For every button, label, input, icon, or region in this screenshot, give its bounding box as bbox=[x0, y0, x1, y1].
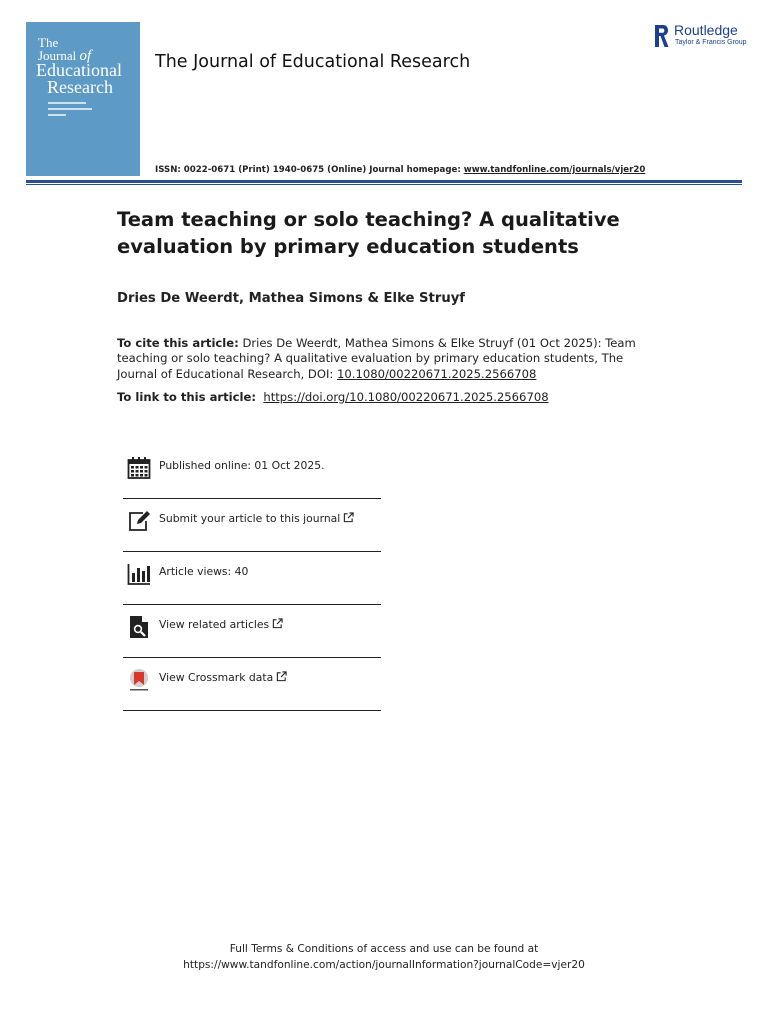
footer bbox=[0, 942, 768, 973]
submit-article-row[interactable] bbox=[123, 499, 381, 552]
cover-decoration bbox=[48, 102, 86, 104]
cover-line-4: Research bbox=[47, 77, 113, 97]
journal-title: The Journal of Educational Research bbox=[155, 52, 471, 72]
journal-homepage-link[interactable]: www.tandfonline.com/journals/vjer20 bbox=[463, 165, 646, 175]
published-online-row bbox=[123, 446, 381, 499]
cover-decoration bbox=[48, 108, 92, 110]
routledge-logo-icon bbox=[653, 23, 670, 49]
publisher-name: Routledge bbox=[674, 22, 738, 38]
citation-text: Dries De Weerdt, Mathea Simons & Elke Struyf (01 Oct 2025): Team teaching or solo teaching? A qualitative evaluation by primary education students, The Journal of Educational Research, DOI: bbox=[117, 336, 636, 381]
issn-text: ISSN: 0022-0671 (Print) 1940-0675 (Online) Journal homepage: bbox=[155, 165, 461, 175]
header-rule-thin bbox=[26, 184, 742, 185]
external-link-icon bbox=[272, 618, 283, 629]
issn-line bbox=[155, 165, 645, 175]
crossmark-icon bbox=[127, 668, 151, 692]
article-link-label: To link to this article: bbox=[117, 390, 256, 404]
header-rule bbox=[26, 180, 742, 183]
publisher-subtitle: Taylor & Francis Group bbox=[675, 39, 747, 46]
article-info-list bbox=[123, 446, 381, 711]
submit-article-link[interactable]: Submit your article to this journal bbox=[159, 512, 354, 525]
external-link-icon bbox=[343, 512, 354, 523]
citation bbox=[117, 336, 657, 382]
search-document-icon bbox=[127, 615, 151, 639]
external-link-icon bbox=[276, 671, 287, 682]
related-articles-link[interactable]: View related articles bbox=[159, 618, 283, 631]
related-articles-row[interactable] bbox=[123, 605, 381, 658]
article-authors: Dries De Weerdt, Mathea Simons & Elke Struyf bbox=[117, 291, 466, 306]
footer-terms-link[interactable]: https://www.tandfonline.com/action/journalInformation?journalCode=vjer20 bbox=[183, 958, 585, 971]
cover-decoration bbox=[48, 114, 66, 116]
article-views-text: Article views: 40 bbox=[159, 565, 249, 578]
article-link bbox=[117, 390, 549, 404]
calendar-icon bbox=[127, 456, 151, 480]
bar-chart-icon bbox=[127, 562, 151, 586]
crossmark-link[interactable]: View Crossmark data bbox=[159, 671, 287, 684]
edit-icon bbox=[127, 509, 151, 533]
cover-line-1: The bbox=[38, 35, 59, 50]
citation-label: To cite this article: bbox=[117, 336, 239, 350]
article-title: Team teaching or solo teaching? A qualitative evaluation by primary education students bbox=[117, 208, 620, 258]
footer-line-1: Full Terms & Conditions of access and use can be found at bbox=[229, 943, 539, 955]
article-views-row bbox=[123, 552, 381, 605]
crossmark-row[interactable] bbox=[123, 658, 381, 711]
doi-link[interactable]: 10.1080/00220671.2025.2566708 bbox=[337, 366, 537, 381]
journal-cover bbox=[26, 22, 140, 176]
cover-line-3: Educational bbox=[36, 60, 122, 80]
published-online-text: Published online: 01 Oct 2025. bbox=[159, 459, 325, 472]
cover-line-2: Journal of bbox=[38, 48, 92, 64]
article-url-link[interactable]: https://doi.org/10.1080/00220671.2025.2566708 bbox=[263, 390, 549, 404]
